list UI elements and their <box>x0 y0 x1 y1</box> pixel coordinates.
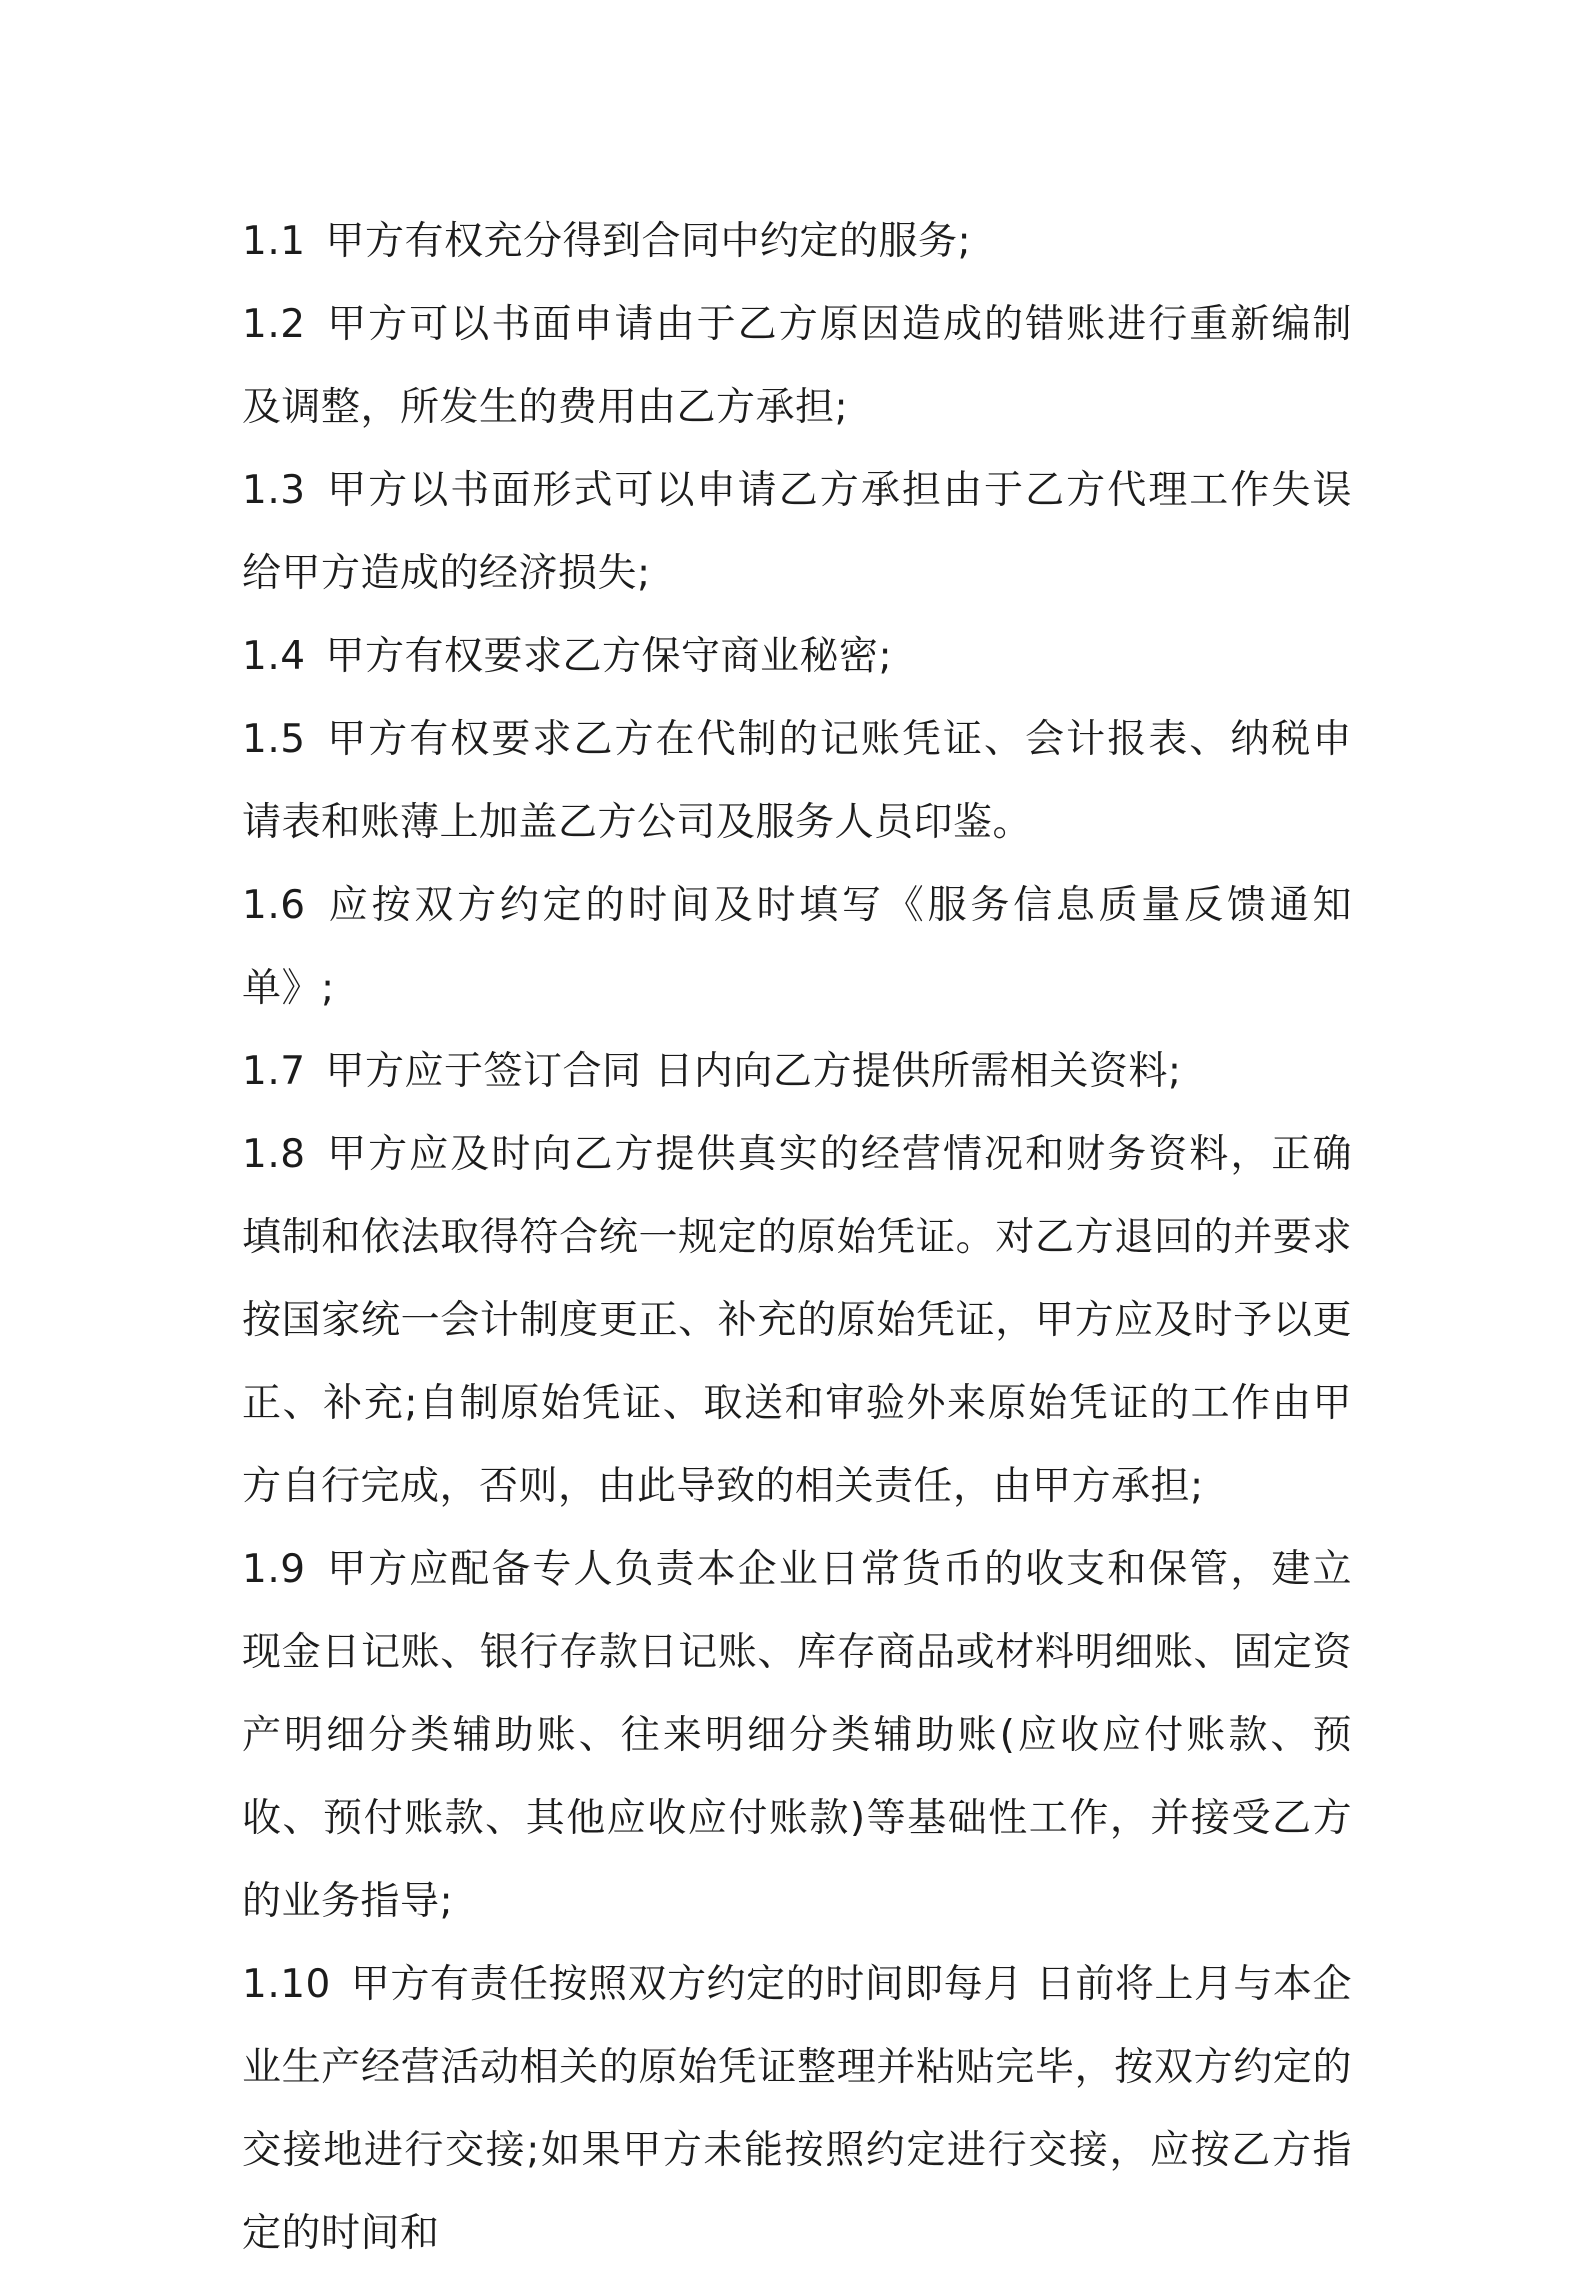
clause-1-8 <box>242 1113 1352 1528</box>
clause-text: 应按双方约定的时间及时填写《服务信息质量反馈通知单》; <box>242 883 1352 1011</box>
clause-text: 甲方有责任按照双方约定的时间即每月 日前将上月与本企业生产经营活动相关的原始凭证整理并粘贴完毕，按双方约定的交接地进行交接;如果甲方未能按照约定进行交接，应按乙方指定的时间和 <box>242 1962 1352 2256</box>
clause-number: 1.5 <box>242 717 306 762</box>
clause-1-9 <box>242 1528 1352 1943</box>
clause-text: 甲方可以书面申请由于乙方原因造成的错账进行重新编制及调整，所发生的费用由乙方承担; <box>242 302 1352 430</box>
clause-text: 甲方有权充分得到合同中约定的服务; <box>325 219 972 264</box>
clause-number: 1.9 <box>242 1547 306 1592</box>
clause-text: 甲方有权要求乙方保守商业秘密; <box>325 634 893 679</box>
clause-1-2 <box>242 283 1352 449</box>
clause-number: 1.4 <box>242 634 306 679</box>
clause-1-7 <box>242 1030 1352 1113</box>
clause-1-6 <box>242 864 1352 1030</box>
clause-1-4 <box>242 615 1352 698</box>
document-body <box>242 200 1352 2275</box>
clause-text: 甲方有权要求乙方在代制的记账凭证、会计报表、纳税申请表和账薄上加盖乙方公司及服务人员印鉴。 <box>242 717 1352 845</box>
clause-number: 1.3 <box>242 468 306 513</box>
clause-number: 1.10 <box>242 1962 331 2007</box>
clause-1-10 <box>242 1943 1352 2275</box>
clause-1-1 <box>242 200 1352 283</box>
clause-text: 甲方应及时向乙方提供真实的经营情况和财务资料，正确填制和依法取得符合统一规定的原始凭证。对乙方退回的并要求按国家统一会计制度更正、补充的原始凭证，甲方应及时予以更正、补充;自制原始凭证、取送和审验外来原始凭证的工作由甲方自行完成，否则，由此导致的相关责任，由甲方承担; <box>242 1132 1352 1509</box>
clause-number: 1.1 <box>242 219 306 264</box>
clause-text: 甲方以书面形式可以申请乙方承担由于乙方代理工作失误给甲方造成的经济损失; <box>242 468 1352 596</box>
clause-text: 甲方应于签订合同 日内向乙方提供所需相关资料; <box>325 1049 1182 1094</box>
clause-1-5 <box>242 698 1352 864</box>
clause-number: 1.2 <box>242 302 306 347</box>
clause-text: 甲方应配备专人负责本企业日常货币的收支和保管，建立现金日记账、银行存款日记账、库存商品或材料明细账、固定资产明细分类辅助账、往来明细分类辅助账(应收应付账款、预收、预付账款、其他应收应付账款)等基础性工作，并接受乙方的业务指导; <box>242 1547 1352 1924</box>
clause-1-3 <box>242 449 1352 615</box>
clause-number: 1.8 <box>242 1132 306 1177</box>
clause-number: 1.7 <box>242 1049 306 1094</box>
clause-number: 1.6 <box>242 883 306 928</box>
